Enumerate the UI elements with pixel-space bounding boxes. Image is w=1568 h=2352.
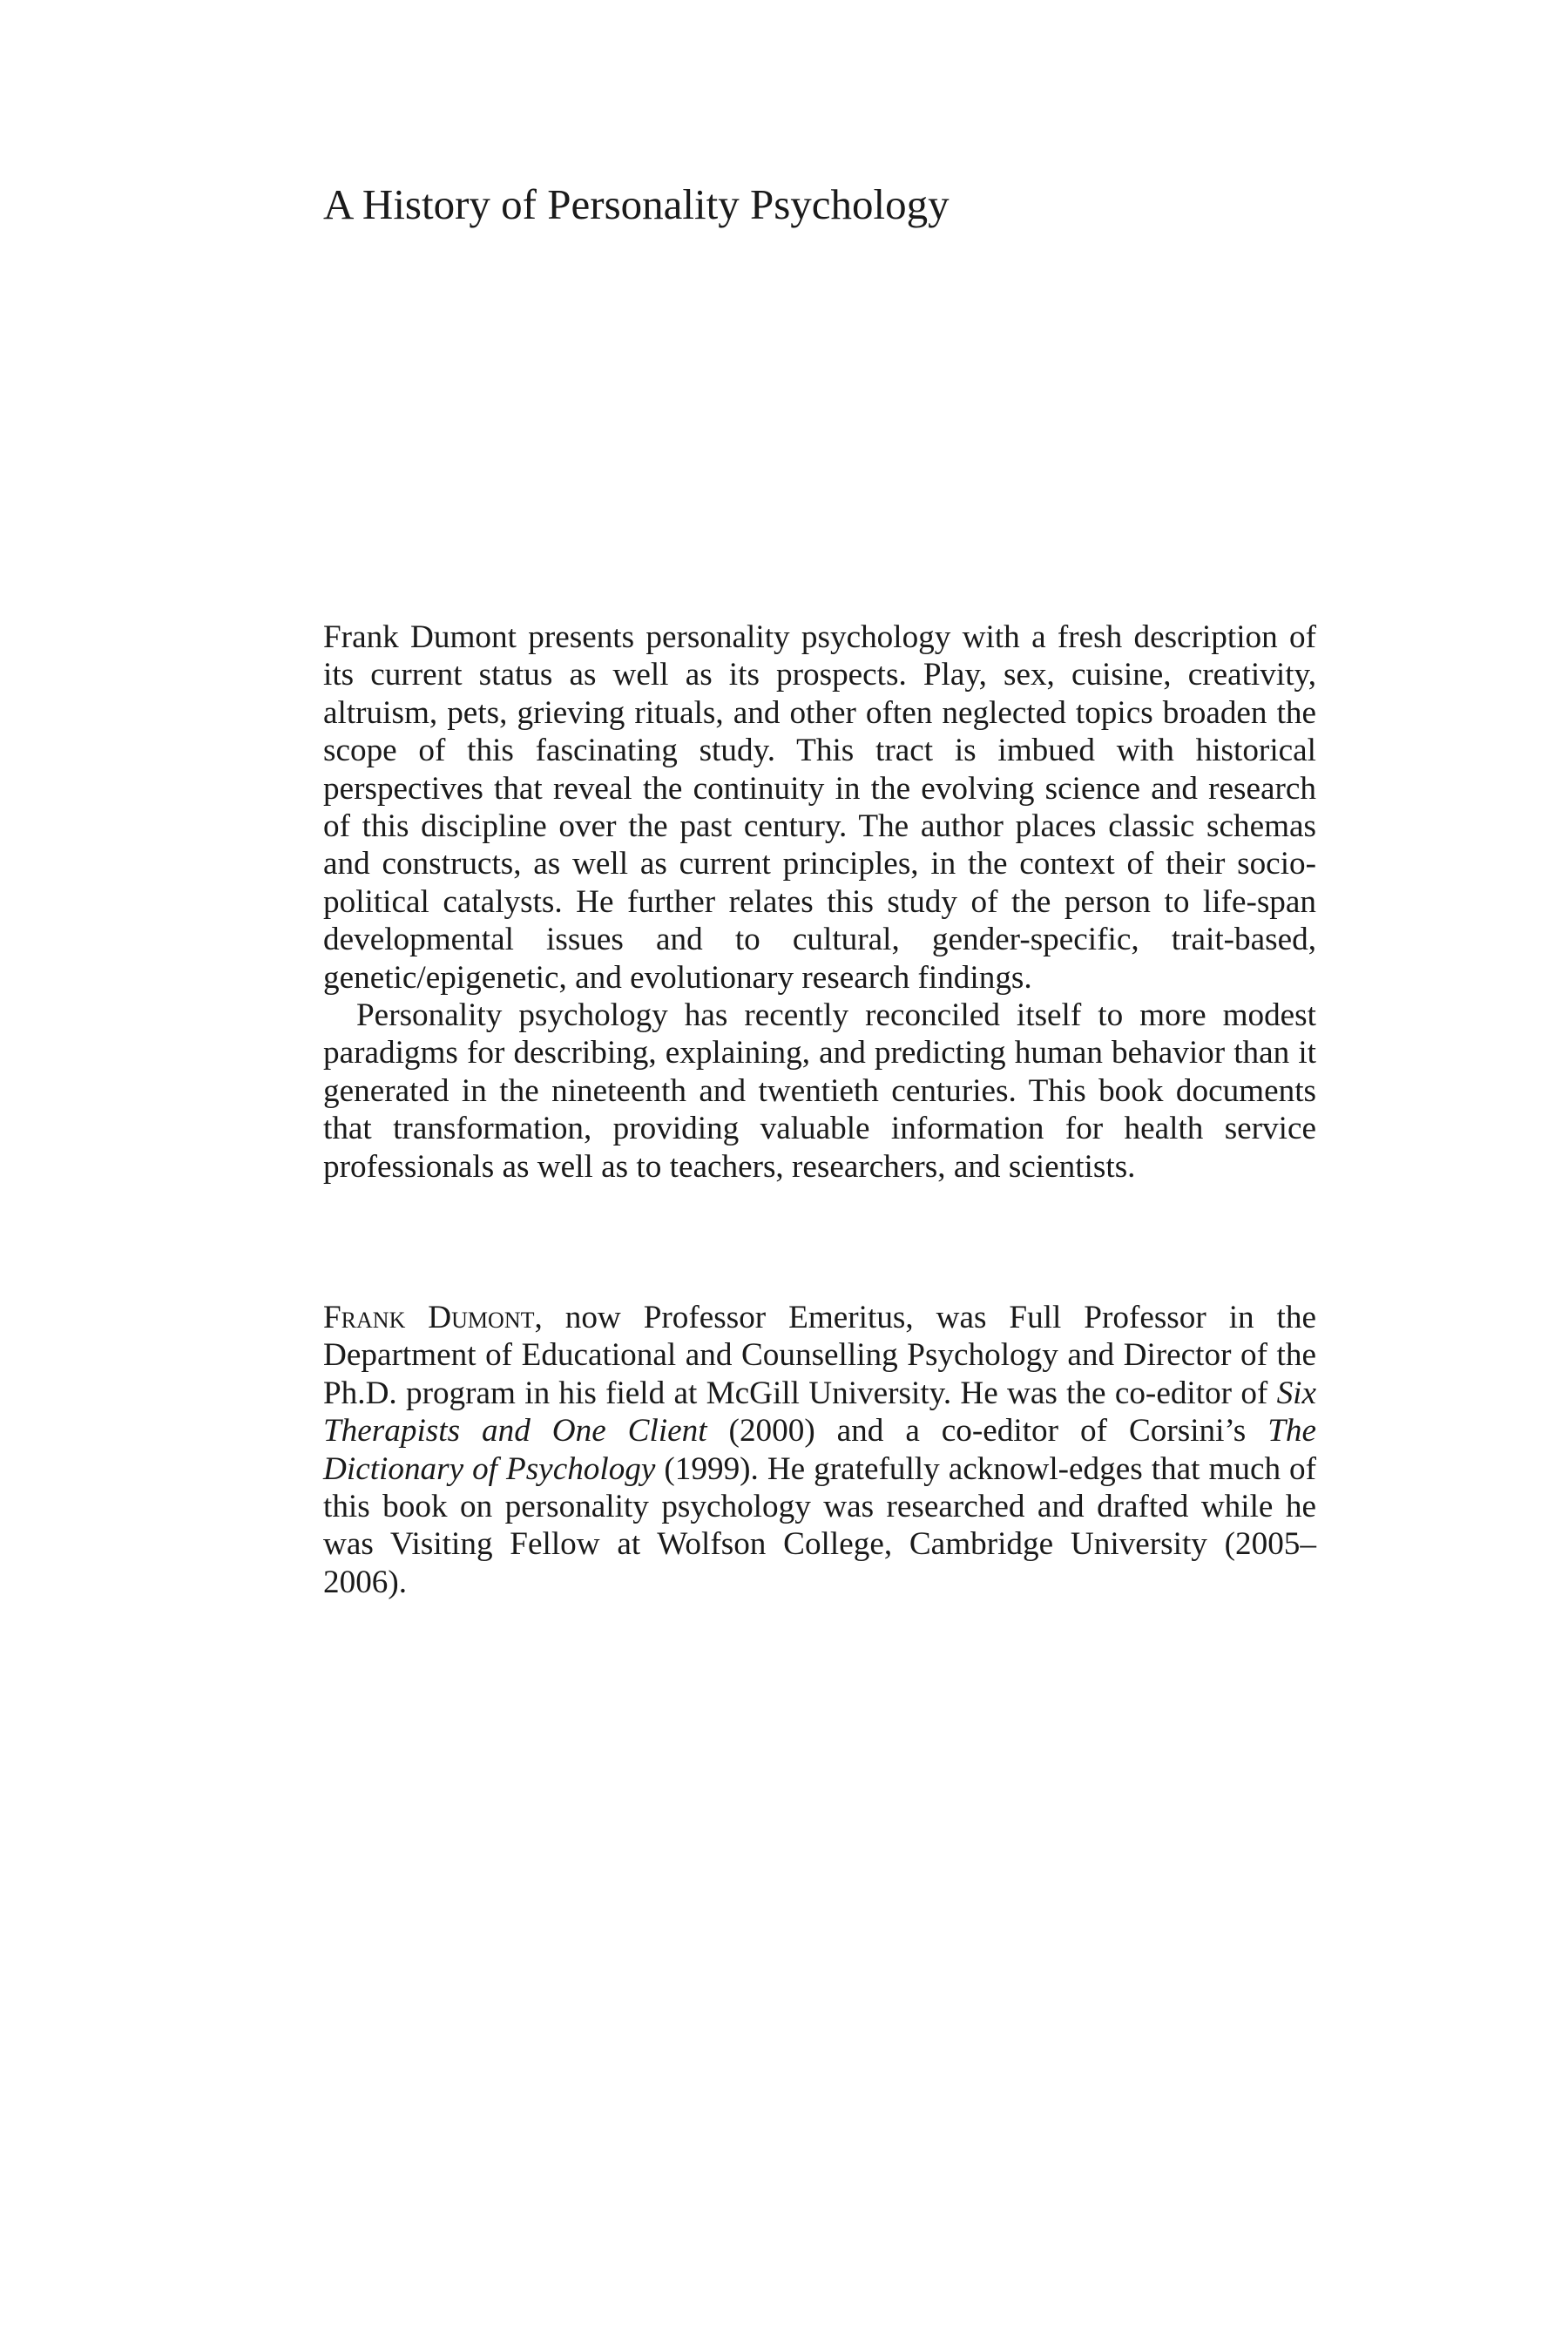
book-description <box>323 618 1316 1186</box>
author-biography <box>323 1299 1316 1601</box>
biography-text: , now Professor Emeritus, was Full Professor in the Department of Educational and Counselling Psychology and Director of the Ph.D. program in his field at McGill University. He was the co-editor of <box>323 1300 1316 1411</box>
biography-text: (1999). He gratefully acknowl-edges that much of this book on personality psychology was researched and drafted while he was Visiting Fellow at Wolfson College, Cambridge University (2005–2006). <box>323 1450 1317 1600</box>
biography-paragraph <box>323 1299 1316 1601</box>
page-title: A History of Personality Psychology <box>323 180 950 228</box>
description-paragraph: Frank Dumont presents personality psychology with a fresh description of its current status as well as its prospects. Play, sex, cuisine, creativity, altruism, pets, grieving rituals, and other often neglected topics broaden the scope of this fascinating study. This tract is imbued with historical perspectives that reveal the continuity in the evolving science and research of this discipline over the past century. The author places classic schemas and constructs, as well as current principles, in the context of their socio-political catalysts. He further relates this study of the person to life-span developmental issues and to cultural, gender-specific, trait-based, genetic/epigenetic, and evolutionary research findings. <box>323 619 1316 996</box>
book-title: Six Therapists and One Client <box>323 1375 1316 1450</box>
description-paragraph: Personality psychology has recently reconciled itself to more modest paradigms for describing, explaining, and predicting human behavior than it generated in the nineteenth and twentieth centuries. This book documents that transformation, providing valuable information for health service professionals as well as to teachers, researchers, and scientists. <box>323 997 1316 1185</box>
author-name: Frank Dumont <box>323 1300 535 1335</box>
book-title: The Dictionary of Psychology <box>323 1413 1317 1487</box>
biography-text: (2000) and a co-editor of Corsini’s <box>706 1413 1268 1450</box>
